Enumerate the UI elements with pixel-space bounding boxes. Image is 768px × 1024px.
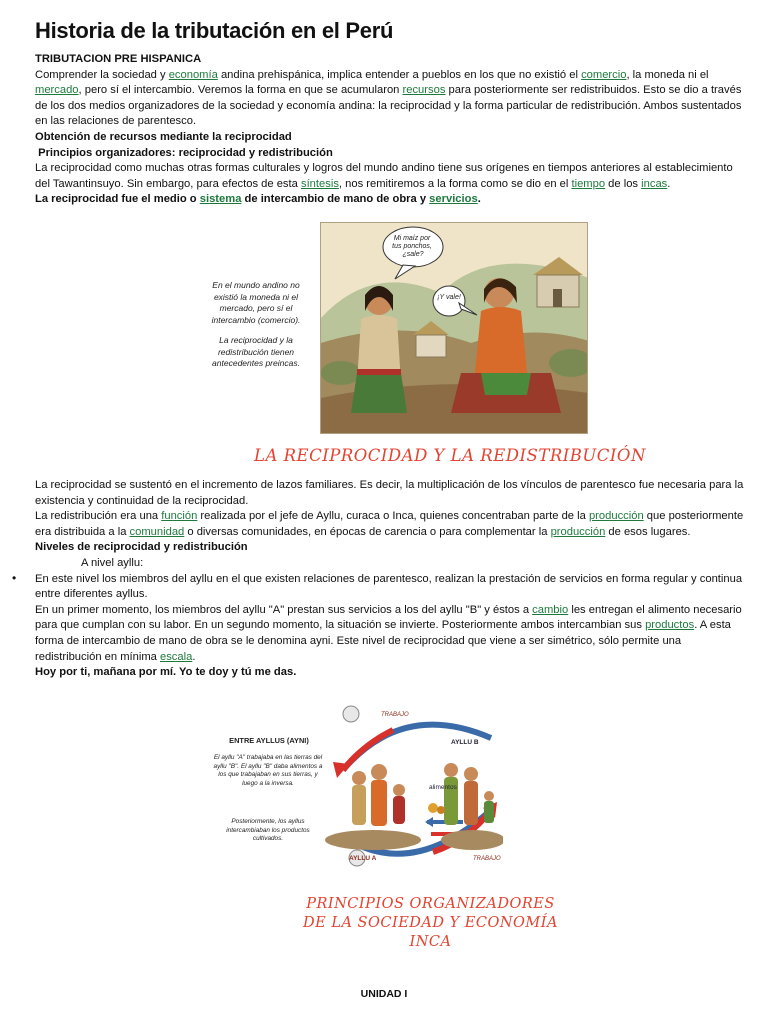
link-servicios[interactable]: servicios [429, 193, 478, 206]
figure-heading: ENTRE AYLLUS (AYNI) [229, 736, 309, 745]
link-incas[interactable]: incas [641, 177, 668, 190]
link-mercado[interactable]: mercado [35, 84, 79, 97]
figure-title-reciprocidad: LA RECIPROCIDAD Y LA REDISTRIBUCIÓN [254, 446, 646, 465]
paragraph-medio: La reciprocidad fue el medio o sistema de intercambio de mano de obra y servicios. [35, 193, 481, 206]
subheading-niveles: Niveles de reciprocidad y redistribución [35, 541, 248, 554]
paragraph-lazos: La reciprocidad se sustentó en el incremento de lazos familiares. Es decir, la multiplicación de los vínculos de parentesco fue necesaria para la existencia y continuidad de la reciprocidad. [35, 479, 744, 507]
link-escala[interactable]: escala [159, 650, 193, 663]
paragraph-ayni: En un primer momento, los miembros del ayllu "A" prestan sus servicios a los del ayllu "B" y éstos a cambio les entregan el alimento necesario para que cumplan con su labor. En un segundo momento, la situación se invierte. Posteriormente ambos intercambian sus productos. A esta forma de intercambio de mano de obra se le denomina ayni. Este nivel de reciprocidad que viene a ser simétrico, sólo permite una redistribución en mínima escala. [35, 603, 742, 663]
section-heading: TRIBUTACION PRE HISPANICA [35, 53, 202, 65]
link-tiempo[interactable]: tiempo [571, 177, 606, 190]
bullet-marker: • [12, 571, 17, 585]
comic-scene [321, 223, 588, 434]
figure-reciprocidad [200, 222, 590, 434]
page-title: Historia de la tributación en el Perú [35, 18, 394, 43]
link-economia[interactable]: economía [168, 68, 218, 81]
link-funcion[interactable]: función [161, 510, 198, 523]
figure-caption-a: El ayllu "A" trabajaba en las tierras del ayllu "B". El ayllu "B" daba alimentos a los que trabajaban en sus tierras, y luego a la inversa. [213, 754, 323, 787]
figure-caption: En el mundo andino no existió la moneda ni el mercado, pero sí el intercambio (comercio). La reciprocidad y la redistribución tienen antecedentes preincas. [211, 280, 301, 368]
ayni-illustration [323, 700, 503, 875]
speech-bubble-2: ¡Y vale! [437, 294, 461, 301]
section-intro [35, 52, 747, 208]
label-ayllu-b: AYLLU B [451, 739, 479, 746]
comic-illustration [320, 222, 588, 434]
section-redistribucion [35, 478, 747, 681]
label-trabajo-bottom: TRABAJO [473, 856, 501, 862]
link-produccion[interactable]: producción [588, 510, 644, 523]
link-recursos[interactable]: recursos [402, 84, 446, 97]
label-ayllu-a: AYLLU A [349, 855, 377, 862]
page-footer: UNIDAD I [360, 988, 408, 1000]
link-comercio[interactable]: comercio [581, 68, 627, 81]
figure-title-principios: PRINCIPIOS ORGANIZADORES DE LA SOCIEDAD Y ECONOMÍA INCA [303, 896, 558, 950]
link-productos[interactable]: productos [645, 619, 695, 632]
paragraph-intro: Comprender la sociedad y economía andina prehispánica, implica entender a pueblos en los que no existió el comercio, la moneda ni el mercado, pero sí el intercambio. Veremos la forma en que se acumularon recursos para posteriormente ser redistribuidos. Esto se dio a través de los dos medios organizadores de la sociedad y economía andina: la reciprocidad y la forma particular de redistribución. Ambos sustentados en las relaciones de parentesco. [35, 68, 742, 128]
motto: Hoy por ti, mañana por mí. Yo te doy y tú me das. [35, 666, 297, 679]
speech-bubble-1: Mi maíz por tus ponchos, ¿sale? [392, 235, 432, 258]
link-sistema[interactable]: sistema [199, 193, 242, 206]
paragraph-ayllu: En este nivel los miembros del ayllu en el que existen relaciones de parentesco, realizan la prestación de servicios en forma regular y continua entre diferentes ayllus. [35, 572, 743, 601]
link-sintesis[interactable]: síntesis [300, 177, 339, 190]
figure-ayni [205, 700, 505, 875]
link-produccion-2[interactable]: producción [550, 525, 606, 538]
subheading-principios: Principios organizadores: reciprocidad y redistribución [35, 146, 333, 159]
paragraph-redistribucion: La redistribución era una función realizada por el jefe de Ayllu, curaca o Inca, quienes concentraban parte de la producción que posteriormente era distribuida a la comunidad o diversas comunidades, en épocas de carencia o para complementar la producción de esos lugares. [35, 510, 744, 538]
link-cambio[interactable]: cambio [532, 603, 569, 616]
link-comunidad[interactable]: comunidad [129, 525, 185, 538]
figure-caption-b: Posteriormente, los ayllus intercambiaban los productos cultivados. [226, 818, 310, 843]
ayni-scene [323, 700, 503, 875]
label-trabajo-top: TRABAJO [381, 712, 409, 718]
list-item-ayllu: A nivel ayllu: [81, 556, 144, 569]
subheading-reciprocidad: Obtención de recursos mediante la reciprocidad [35, 130, 292, 143]
label-alimentos: alimentos [429, 784, 457, 791]
paragraph-reciprocidad: La reciprocidad como muchas otras formas culturales y logros del mundo andino tiene sus orígenes en tiempos anteriores al establecimiento del Tawantinsuyo. Sin embargo, para efectos de esta síntesis, nos remitiremos a la forma como se dio en el tiempo de los incas. [35, 162, 733, 190]
